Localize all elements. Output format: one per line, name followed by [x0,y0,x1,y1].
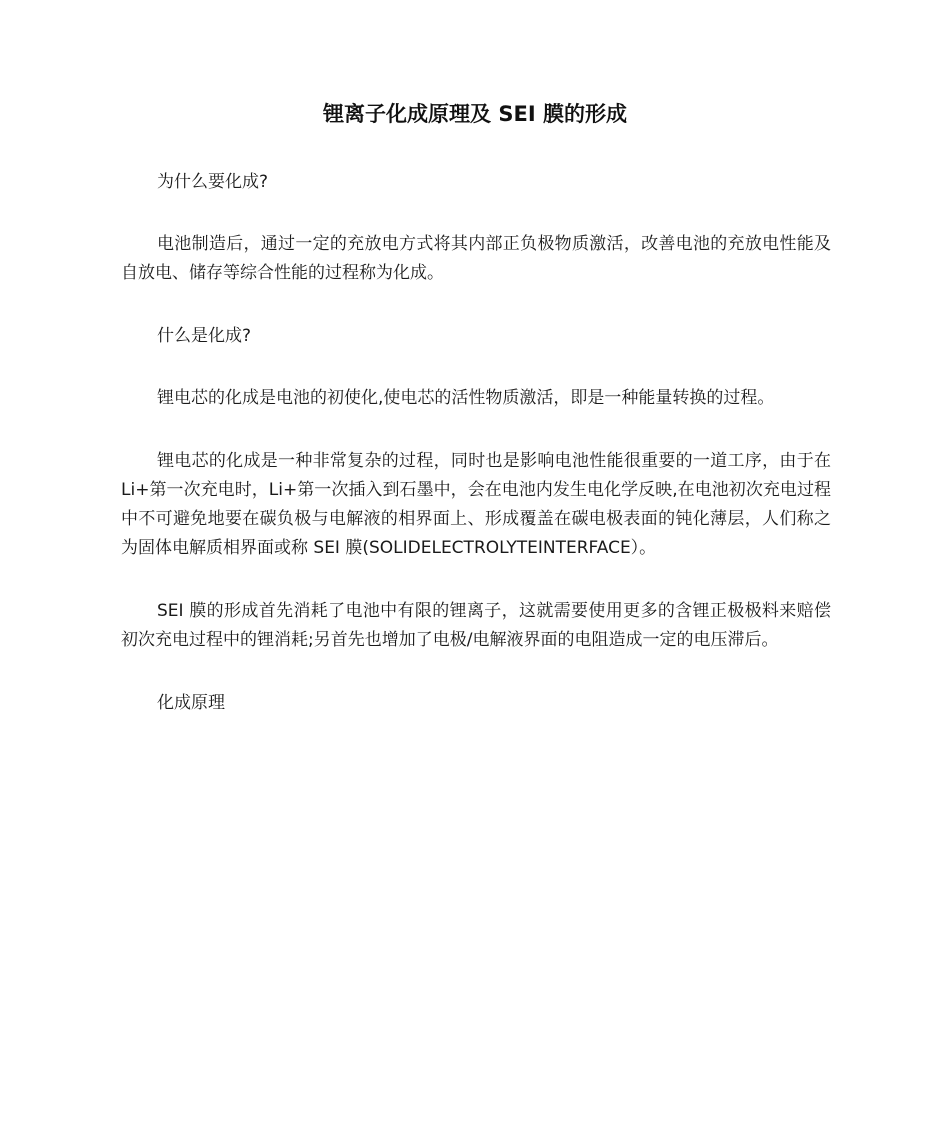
section-heading-formation-principle: 化成原理 [157,693,225,713]
paragraph-sei-lithium-consumption: SEI 膜的形成首先消耗了电池中有限的锂离子，这就需要使用更多的含锂正极极料来赔偿初次充电过程中的锂消耗;另首先也增加了电极/电解液界面的电阻造成一定的电压滞后。 [121,601,831,650]
paragraph-formation-activation: 锂电芯的化成是电池的初使化,使电芯的活性物质激活，即是一种能量转换的过程。 [157,388,775,408]
question-heading-what-is-formation: 什么是化成? [157,326,252,346]
paragraph-sei-formation-process: 锂电芯的化成是一种非常复杂的过程，同时也是影响电池性能很重要的一道工序，由于在 Li+第一次充电时，Li+第一次插入到石墨中，会在电池内发生电化学反映,在电池初次充电过程中不可避免地要在碳负极与电解液的相界面上、形成覆盖在碳电极表面的钝化薄层，人们称之为固体电解质相界面或称 SEI 膜(SOLIDELECTROLYTEINTERFACE）。 [121,451,831,558]
document-body [121,168,831,751]
document-title: 锂离子化成原理及 SEI 膜的形成 [323,102,627,126]
question-heading-why-formation: 为什么要化成? [157,172,269,192]
paragraph-formation-definition: 电池制造后，通过一定的充放电方式将其内部正负极物质激活，改善电池的充放电性能及自放电、储存等综合性能的过程称为化成。 [121,234,831,283]
